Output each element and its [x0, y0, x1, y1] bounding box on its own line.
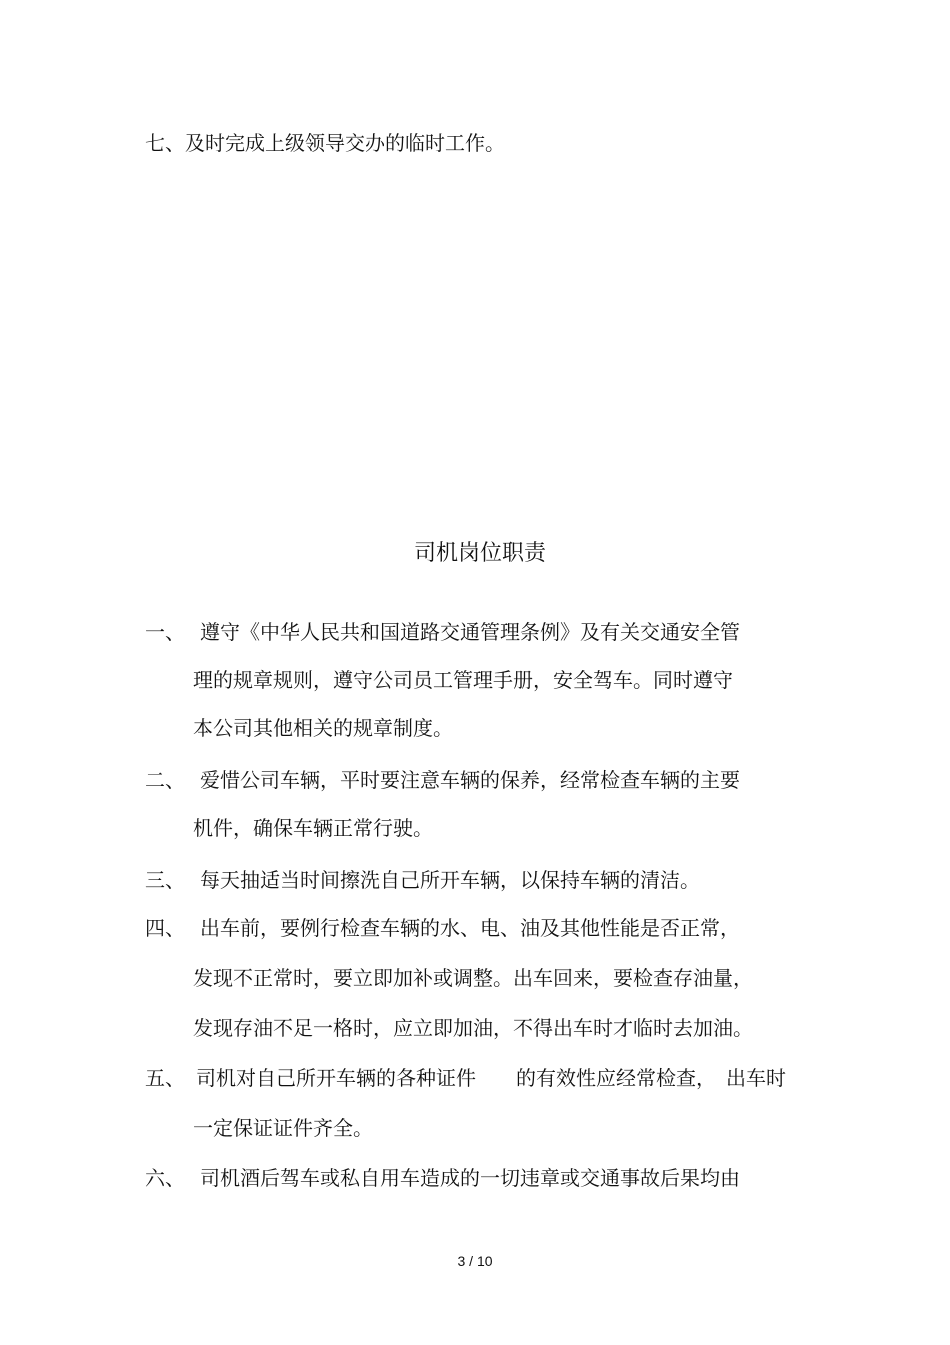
- item-text-line: 发现不正常时，要立即加补或调整。出车回来，要检查存油量，: [193, 966, 753, 990]
- item-text-line: 司机对自己所开车辆的各种证件 的有效性应经常检查， 出车时: [196, 1066, 786, 1090]
- section-title: 司机岗位职责: [413, 541, 546, 566]
- item-number: 五、: [145, 1066, 185, 1090]
- page-number: 3 / 10: [457, 1253, 493, 1269]
- item-number: 三、: [145, 868, 185, 892]
- item-number: 六、: [145, 1166, 185, 1190]
- item-text-line: 发现存油不足一格时，应立即加油，不得出车时才临时去加油。: [193, 1016, 753, 1040]
- item-text-line: 理的规章规则，遵守公司员工管理手册，安全驾车。同时遵守: [193, 668, 733, 692]
- item-text-line: 机件，确保车辆正常行驶。: [193, 816, 433, 840]
- item-number: 一、: [145, 620, 185, 644]
- item-text-line: 本公司其他相关的规章制度。: [193, 716, 453, 740]
- item-text-line: 出车前，要例行检查车辆的水、电、油及其他性能是否正常，: [200, 916, 740, 940]
- item-text-line: 司机酒后驾车或私自用车造成的一切违章或交通事故后果均由: [200, 1166, 740, 1190]
- item-text-line: 遵守《中华人民共和国道路交通管理条例》及有关交通安全管: [200, 620, 740, 644]
- item-number: 四、: [145, 916, 185, 940]
- item-text-line: 一定保证证件齐全。: [193, 1116, 373, 1140]
- item-text-line: 每天抽适当时间擦洗自己所开车辆，以保持车辆的清洁。: [200, 868, 700, 892]
- item-number: 二、: [145, 768, 185, 792]
- item-text-line: 爱惜公司车辆，平时要注意车辆的保养，经常检查车辆的主要: [200, 768, 740, 792]
- carryover-item-7: 七、及时完成上级领导交办的临时工作。: [145, 131, 505, 155]
